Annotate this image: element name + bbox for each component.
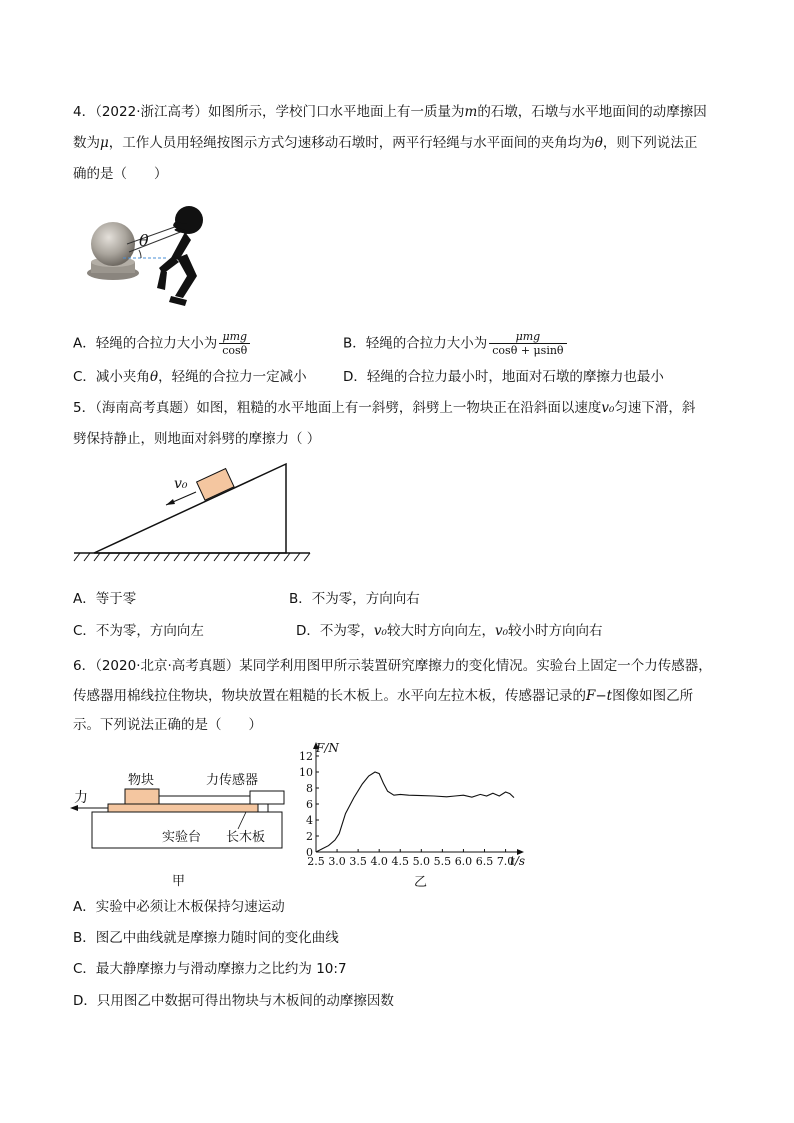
q5-option-b[interactable]: B．不为零，方向向右	[289, 591, 420, 607]
q6-figure-label-sensor: 力传感器	[206, 773, 259, 788]
q4-stem-line3: 确的是（ ）	[73, 166, 168, 182]
q6-figure-label-board: 长木板	[226, 830, 266, 845]
q6-figure-label-force: 力	[74, 790, 88, 806]
q6-figure-label-table: 实验台	[162, 830, 202, 845]
q4-figure-theta-label: θ	[139, 231, 149, 250]
q6-ft-series-line	[316, 772, 514, 852]
q6-chart-ytick-label: 12	[299, 750, 313, 763]
q6-chart-xtick-label: 4.0	[370, 855, 388, 868]
q6-caption-jia: 甲	[172, 874, 186, 889]
q6-chart-ytick-label: 6	[306, 798, 313, 811]
q6-chart-ytick-label: 2	[306, 830, 313, 843]
q4-option-c[interactable]: C．减小夹角θ，轻绳的合拉力一定减小	[73, 369, 307, 385]
q6-option-b[interactable]: B．图乙中曲线就是摩擦力随时间的变化曲线	[73, 930, 339, 946]
q5-option-d[interactable]: D．不为零，v₀较大时方向向左，v₀较小时方向向右	[296, 623, 603, 639]
q5-stem-line1: 5．（海南高考真题）如图，粗糙的水平地面上有一斜劈，斜劈上一物块正在沿斜面以速度v₀匀速下滑，斜	[73, 400, 696, 416]
q6-chart-xtick-label: 4.5	[391, 855, 410, 868]
q5-stem-line2: 劈保持静止，则地面对斜劈的摩擦力（ ）	[73, 431, 321, 447]
q5-figure-v0-label: v₀	[174, 476, 188, 492]
q6-chart-xtick-label: 5.5	[433, 855, 452, 868]
q6-chart-xtick-label: 6.5	[475, 855, 494, 868]
q4-stem-line1: 4．（2022·浙江高考）如图所示，学校门口水平地面上有一质量为m的石墩，石墩与水平地面间的动摩擦因	[73, 104, 707, 120]
q4-figure-stone-worker	[83, 200, 223, 310]
q4-option-d[interactable]: D．轻绳的合拉力最小时，地面对石墩的摩擦力也最小	[343, 369, 664, 385]
q6-chart-xtick-label: 6.0	[454, 855, 473, 868]
q6-chart-xtick-label: 7.0	[496, 855, 515, 868]
q6-chart-ytick-label: 10	[299, 766, 313, 779]
q5-option-a[interactable]: A．等于零	[73, 591, 137, 607]
q6-figure-apparatus	[70, 765, 300, 890]
q6-caption-yi: 乙	[414, 875, 428, 890]
q6-chart-ytick-label: 0	[306, 846, 313, 859]
q6-chart-ylabel: F/N	[316, 741, 339, 755]
q6-stem-line2: 传感器用棉线拉住物块，物块放置在粗糙的长木板上。水平向左拉木板，传感器记录的F−t图像如图乙所	[73, 688, 694, 704]
q6-stem-line3: 示。下列说法正确的是（ ）	[73, 717, 262, 733]
q6-chart-xtick-label: 3.5	[349, 855, 367, 868]
q5-option-c[interactable]: C．不为零，方向向左	[73, 623, 204, 639]
q4-stem-line2: 数为μ，工作人员用轻绳按图示方式匀速移动石墩时，两平行轻绳与水平面间的夹角均为θ，则下列说法正	[73, 135, 698, 151]
q6-option-c[interactable]: C．最大静摩擦力与滑动摩擦力之比约为 10:7	[73, 961, 347, 977]
q4-option-a[interactable]: A．轻绳的合拉力大小为 $\frac{\text{μmg}}{\cos\theta}$	[73, 330, 252, 357]
q6-chart-xtick-label: 5.0	[412, 855, 431, 868]
q6-chart-ytick-label: 8	[306, 782, 313, 795]
q4-option-b[interactable]: B．轻绳的合拉力大小为 $\frac{\text{μmg}}{\cos\theta + \mu\sin\theta}$	[343, 330, 569, 357]
q6-chart-ytick-label: 4	[306, 814, 313, 827]
q6-chart-xlabel: t/s	[510, 854, 526, 868]
q6-ft-chart	[298, 740, 528, 890]
q6-option-a[interactable]: A．实验中必须让木板保持匀速运动	[73, 899, 285, 915]
q6-option-d[interactable]: D．只用图乙中数据可得出物块与木板间的动摩擦因数	[73, 993, 394, 1009]
q6-chart-xtick-label: 2.5	[307, 855, 325, 868]
q6-figure-label-block: 物块	[128, 773, 155, 788]
q5-figure-incline	[70, 458, 320, 568]
q6-stem-line1: 6．（2020·北京·高考真题）某同学利用图甲所示装置研究摩擦力的变化情况。实验台上固定一个力传感器，	[73, 658, 712, 674]
q6-chart-xtick-label: 3.0	[328, 855, 346, 868]
